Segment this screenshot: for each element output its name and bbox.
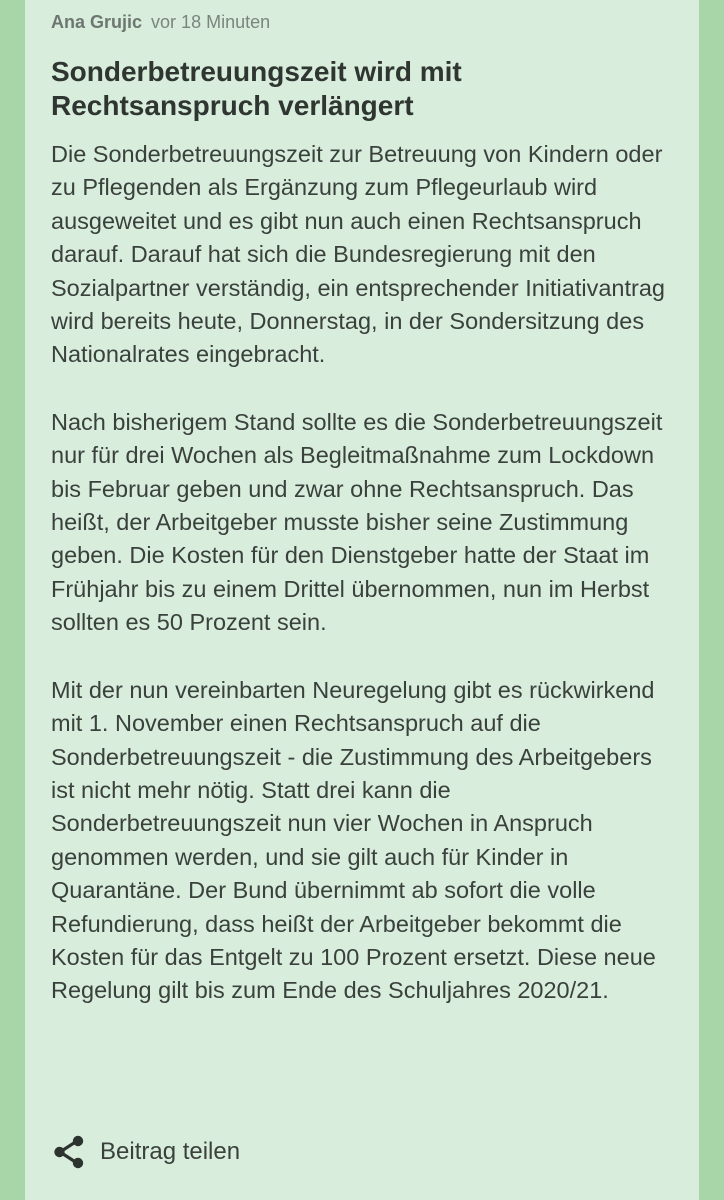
share-button[interactable]: [51, 1134, 240, 1170]
post-title: Sonderbetreuungszeit wird mit Rechtsanspruch verlängert: [51, 56, 462, 121]
post-body: [51, 138, 676, 1008]
post-meta: [51, 11, 270, 33]
post-paragraph: Mit der nun vereinbarten Neuregelung gibt es rückwirkend mit 1. November einen Rechtsanspruch auf die Sonderbetreuungszeit - die Zustimmung des Arbeitgebers ist nicht mehr nötig. Statt drei kann die Sonderbetreuungszeit nun vier Wochen in Anspruch genommen werden, und sie gilt auch für Kinder in Quarantäne. Der Bund übernimmt ab sofort die volle Refundierung, dass heißt der Arbeitgeber bekommt die Kosten für das Entgelt zu 100 Prozent ersetzt. Diese neue Regelung gilt bis zum Ende des Schuljahres 2020/21.: [51, 676, 656, 1004]
post-card: [25, 0, 699, 1200]
post-paragraph: Nach bisherigem Stand sollte es die Sonderbetreuungszeit nur für drei Wochen als Begleitmaßnahme zum Lockdown bis Februar geben und zwar ohne Rechtsanspruch. Das heißt, der Arbeitgeber musste bisher seine Zustimmung geben. Die Kosten für den Dienstgeber hatte der Staat im Frühjahr bis zu einem Drittel übernommen, nun im Herbst sollten es 50 Prozent sein.: [51, 408, 663, 636]
post-paragraph: Die Sonderbetreuungszeit zur Betreuung von Kindern oder zu Pflegenden als Ergänzung zum Pflegeurlaub wird ausgeweitet und es gibt nun auch einen Rechtsanspruch darauf. Darauf hat sich die Bundesregierung mit den Sozialpartner verständig, ein entsprechender Initiativantrag wird bereits heute, Donnerstag, in der Sondersitzung des Nationalrates eingebracht.: [51, 141, 665, 368]
share-icon: [51, 1134, 87, 1170]
author-name[interactable]: Ana Grujic: [51, 12, 143, 32]
post-timestamp: vor 18 Minuten: [151, 12, 271, 32]
share-label: Beitrag teilen: [100, 1138, 241, 1165]
